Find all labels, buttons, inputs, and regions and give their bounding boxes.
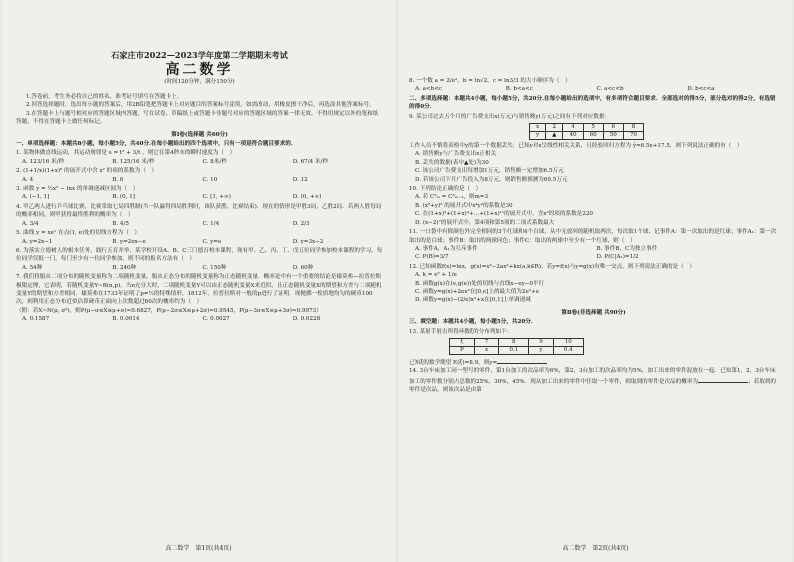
option-d: D. 0.0228 [292, 316, 321, 323]
question-12: 12. 已知函数f(x)=lnx，g(x)=x³−2ax²+kx(a,k∈R)，若y=f(x)与y=g(x)有唯一交点，则下列说法正确的是（ ） [409, 263, 695, 270]
section-3-heading: 三、填空题：本题共4小题，每小题5分，共20分． [409, 319, 537, 326]
question-11-options [415, 245, 778, 262]
option-b: B. 函数g(x)在(e,g(e))处的切线与直线x−ey−0平行 [415, 280, 545, 287]
option-b: B. 125/16 米/秒 [112, 158, 155, 165]
note-3: 3.在答题卡上与题号相对应的答题区域内答题，写在试卷、草稿纸上或答题卡非题号对应的答题区域的答案一律无效。不得用规定以外的笔和纸答题，不得在答题卡上做任何标记。 [16, 110, 379, 126]
table-cell: 5 [583, 124, 603, 132]
question-14-stem: 14. 3台车床加工同一型号的零件，第1台加工的次品率为6%，第2，3台加工的次品率均为5%，加工出来的零件混放在一起．已知第1，2，3台车床加工的零件数分别占总数的25%，30%，45%．现从加工出来的零件中任取一个零件，则取到的零件是次品的概率为 [409, 368, 776, 385]
option-a: A. 销售额y与广告费支出x正相关 [415, 151, 497, 158]
option-a: A. 事件A，A₁为互斥事件 [415, 245, 478, 252]
answer-blank [497, 357, 547, 364]
page-footer: 高二数学 第1页(共4页) [165, 544, 232, 552]
question-1: 1. 某物体做直线运动，其运动规律是 s = t² + 3/t ，则它在第4秒末的瞬时速度为（ ） [16, 150, 236, 157]
table-cell: 9 [529, 338, 554, 346]
section-2-heading: 二、多项选择题：本题共4小题，每小题5分，共20分.在每小题给出的选项中，有多项符合题目要求．全部选对的得5分，部分选对的得2分，有选错的得0分． [409, 95, 776, 111]
question-3: 3. 函数 y = ½x² − lnx 的单调递减区间为（ ） [16, 186, 139, 193]
table-cell: 8 [623, 124, 643, 132]
option-b: B. 0.0014 [112, 316, 140, 323]
question-14 [409, 367, 778, 394]
question-4-options [22, 220, 383, 228]
table-cell: 0.1 [499, 346, 529, 354]
option-d: D. 2/3 [292, 220, 310, 227]
option-a: A. 3/4 [22, 220, 39, 227]
part-1-title: 第Ⅰ卷(选择题 共60分) [171, 131, 228, 138]
option-d: D. 60种 [292, 264, 314, 271]
question-6-options [22, 264, 383, 272]
question-10-options [415, 193, 778, 227]
option-a: A. 若 C²ₘ = C³ₘ₋₁，则m=3 [415, 194, 489, 201]
option-d: D. 函数y=g(x)−(2/e)x²+x在[0,1]上单调递减 [415, 297, 531, 304]
option-b: B. 4/5 [112, 220, 129, 227]
question-13-text [409, 357, 778, 367]
question-9: 9. 某公司过去五个月的广告费支出x(万元)与销售额y(万元)之间有下列对应数据： [409, 113, 611, 120]
table-cell: 2 [546, 124, 563, 132]
option-d: D. 67/4 米/秒 [292, 158, 329, 165]
question-3-options [22, 193, 383, 201]
option-b: B. 事件B，C为独立事件 [596, 245, 658, 252]
option-b: B. 丢失的数据(表中▲处)为30 [415, 159, 489, 166]
option-a: A. y=2x−1 [22, 238, 53, 245]
option-d: D. b<c<a [687, 86, 715, 93]
question-14-tail: ；若取到的零件是次品，则该次品是由第 [409, 378, 777, 394]
table-cell: 10 [553, 338, 583, 346]
question-5-options [22, 238, 383, 246]
page-footer: 高二数学 第2页(共4页) [562, 544, 629, 552]
answer-blank [698, 376, 748, 383]
table-cell: y [530, 132, 546, 140]
option-c: C. [1, +∞) [202, 194, 231, 201]
option-c: C. 0.0027 [202, 316, 230, 323]
page-1 [2, 0, 395, 562]
subject-title: 高二数学 [165, 62, 234, 78]
table-cell: 60 [583, 132, 603, 140]
option-a: A. 4 [22, 176, 34, 183]
question-1-options [22, 158, 383, 166]
question-5: 5. 曲线 y = xeˣ 在点(1, e)处的切线方程为（ ） [16, 230, 141, 237]
question-7: 7. 我们将服从二项分布的随机变量称为二项随机变量，服从正态分布的随机变量称为正态随机变量．概率论中有一个重要的结论是棣莫弗—拉普拉斯极限定理，它表明，若随机变量Y~B(n,p)，当n充分大时，二项随机变量Y可以由正态随机变量X来近似，且正态随机变量X的期望和方差与二项随机变量Y的期望和方差相同．棣莫弗在1733年证明了p=½的特殊情形，1812年，拉普拉斯对一般的p进行了证明．现抛掷一枚质地均匀的硬币100次，则利用正态分布近似估算硬币正面向上次数超过60次的概率约为（ ） [16, 274, 382, 306]
option-a: A. a<b<c [415, 86, 443, 93]
table-cell: x [474, 346, 499, 354]
question-2-options [22, 176, 383, 184]
option-c: C. 1/4 [202, 220, 220, 227]
table-cell: ξ [450, 338, 475, 346]
note-2: 2.回答选择题时，选出每小题的答案后，用2B铅笔把答题卡上对应题目的答案标号涂黑。如需改动，用橡皮擦干净后，再选涂其他答案标号。 [26, 102, 375, 109]
table-cell: 8 [499, 338, 529, 346]
option-a: A. (−1, 1] [22, 194, 50, 201]
distribution-table [449, 338, 584, 355]
question-13-stem: 已知ξ的数学期望 E(ξ)=8.9，则y= [409, 359, 498, 366]
option-b: B. (x²+y)⁵ 的展开式中x⁴y³的系数是30 [415, 202, 513, 209]
table-cell: x [530, 124, 546, 132]
question-12-options [415, 271, 778, 305]
question-10: 10. 下列结论正确的是（ ） [409, 186, 482, 193]
question-6: 6. 为落实立德树人的根本任务，践行五育并举，某学校开设A、B、C三门德育校本课程，现有甲、乙、丙、丁、戊五位同学参加校本课程的学习，每位同学仅报一门，每门至少有一位同学参加，则不同的报名方法有（ ） [16, 247, 383, 263]
table-cell: 50 [603, 132, 623, 140]
table-cell: 40 [563, 132, 583, 140]
option-b: B. (0, 1] [112, 194, 135, 201]
table-row [450, 346, 584, 354]
question-8-options [415, 85, 778, 93]
table-row [450, 338, 584, 346]
option-c: C. P(B)=3/7 [415, 254, 449, 261]
option-d: D. P(C|A₁)=1/2 [596, 254, 639, 261]
table-cell: 0.4 [553, 346, 583, 354]
note-1: 1.答卷前，考生务必将自己的姓名、准考证号填写在答题卡上。 [26, 94, 183, 100]
option-d: D. 12 [292, 176, 308, 183]
exam-time: (时间120分钟，满分150分) [164, 79, 235, 85]
option-a: A. 123/16 米/秒 [22, 158, 65, 165]
question-8: 8. 一个数 a = 2/e²，b = ln√2，c = ln3/3 的大小顺序为（ ） [409, 78, 571, 84]
table-cell: 7 [474, 338, 499, 346]
table-cell: y [529, 346, 554, 354]
page-2 [399, 0, 792, 562]
option-c: C. 函数y=g(x)+2ex²在[0,e]上的最大值为2e²+e [415, 288, 540, 295]
section-1-heading: 一、单项选择题：本题共8小题，每小题5分，共40分.在每小题给出的四个选项中，只有一项是符合题目要求的. [16, 141, 293, 148]
exam-title: 石家庄市2022—2023学年度第二学期期末考试 [111, 50, 288, 60]
part-2-title: 第Ⅱ卷(非选择题 共90分) [561, 309, 626, 316]
question-13: 13. 某射手射击所得环数ξ的分布列如下： [409, 328, 513, 335]
table-cell: 6 [603, 124, 623, 132]
option-c: C. 该公司广告费支出每增加1万元，销售额一定增加6.5万元 [415, 168, 564, 175]
option-c: C. y=e [202, 238, 222, 245]
option-d: D. 若该公司下月广告投入为8万元，则销售额预测为69.5万元 [415, 176, 568, 183]
option-c: C. 150种 [202, 264, 227, 271]
option-c: C. 8米/秒 [202, 158, 227, 165]
option-a: A. k = e² + 1/e [415, 272, 457, 279]
table-row [530, 124, 644, 132]
question-9-options [415, 150, 778, 184]
option-b: B. b<a<c [505, 86, 533, 93]
option-c: C. a<c<b [596, 86, 624, 93]
option-d: D. (0, +∞) [292, 194, 322, 201]
question-2: 2. (1+1/x)(1+x)⁶ 的展开式中含 x² 的项的系数为（ ） [16, 168, 157, 175]
question-7-reference: （附：若X~N(μ, σ²)，则P(μ−σ≤X≤μ+σ)≈0.6827，P(μ−2σ≤X≤μ+2σ)≈0.9545，P(μ−3σ≤X≤μ+3σ)≈0.9973） [16, 307, 322, 314]
option-a: A. 54种 [22, 264, 43, 271]
table-cell: 70 [623, 132, 643, 140]
question-7-options [22, 315, 383, 323]
table-cell: ▲ [546, 132, 563, 140]
option-c: C. 在(1+x)³+(1+x)⁴+…+(1+x)¹¹的展开式中，含x²的项的系数是220 [415, 211, 593, 218]
table-cell: P [450, 346, 475, 354]
table-cell: 4 [563, 124, 583, 132]
option-c: C. 10 [202, 176, 218, 183]
option-b: B. y=2ex−e [112, 238, 146, 245]
question-4: 4. 甲乙两人进行乒乓球比赛，比赛采取七局四胜制(当一队赢得四局胜利时，该队获胜，比赛结束)．现在的情形是甲胜3局，乙胜2局．若两人胜每局的概率相同，则甲获得最终胜利的概率为（ ） [16, 203, 382, 219]
option-a: A. 0.1587 [22, 316, 50, 323]
option-b: B. 240种 [112, 264, 137, 271]
question-11: 11. 一口袋中有除颜色外完全相同的3个红球和4个白球，从中无放回的随机取两次，每次取1个球，记事件A：第一次取出的是红球；事件A₁：第一次取出的是白球；事件B：取出的两球同色；事件C：取出的两球中至少有一个红球，则（ ） [409, 229, 777, 244]
option-d: D. (x−2)⁷的展开式中，第4项和第5项的二项式系数最大 [415, 219, 555, 226]
option-d: D. y=3x−2 [292, 238, 324, 245]
ad-sales-table [529, 123, 644, 140]
option-b: B. 6 [112, 176, 124, 183]
table-row [530, 132, 644, 140]
question-9-text: 工作人员不慎将表格中y的第一个数据丢失．已知y对x呈线性相关关系，且经验回归方程为 ŷ=6.5x+17.5，则下列说法正确的有（ ） [409, 143, 743, 150]
